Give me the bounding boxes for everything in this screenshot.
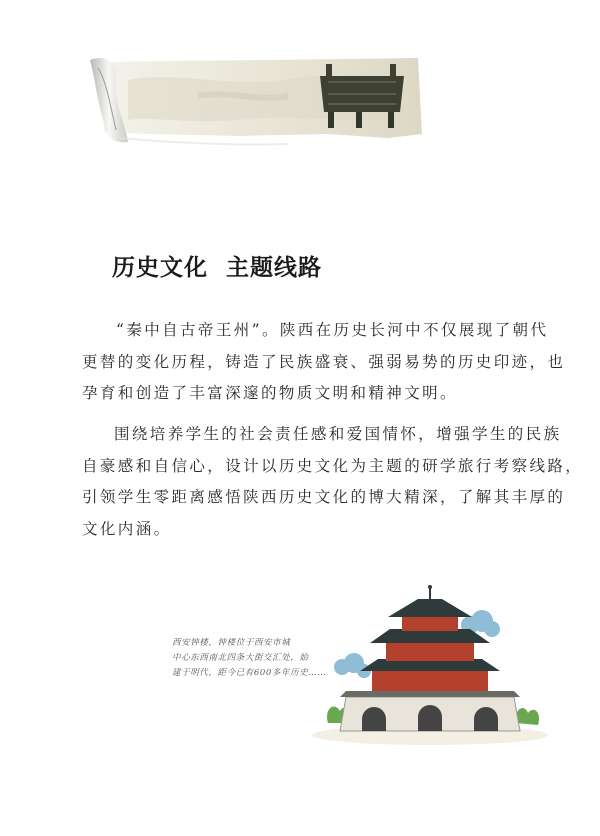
paragraph-line: 引领学生零距离感悟陕西历史文化的博大精深，了解其丰厚的 (82, 488, 566, 506)
paragraph-line: “秦中自古帝王州”。陕西在历史长河中不仅展现了朝代 (116, 321, 549, 339)
paragraph-line: 自豪感和自信心，设计以历史文化为主题的研学旅行考察线路， (82, 457, 584, 475)
note-line: 建于明代，距今已有600多年历史…… (172, 668, 327, 678)
paragraph-line: 孕育和创造了丰富深邃的物质文明和精神文明。 (82, 384, 458, 402)
bell-tower-illustration (310, 585, 550, 750)
paragraph-line: 文化内涵。 (82, 520, 172, 538)
page-title: 历史文化 主题线路 (112, 255, 323, 281)
note-line: 中心东西南北四条大街交汇处，始 (172, 653, 309, 663)
paragraph-line: 围绕培养学生的社会责任感和爱国情怀，增强学生的民族 (114, 425, 562, 443)
handwritten-note (172, 636, 327, 681)
torn-paper-banner (88, 50, 424, 150)
note-line: 西安钟楼，钟楼位于西安市城 (172, 638, 291, 648)
paragraph-line: 更替的变化历程，铸造了民族盛衰、强弱易势的历史印迹，也 (82, 353, 566, 371)
cloud-icon (334, 653, 371, 678)
